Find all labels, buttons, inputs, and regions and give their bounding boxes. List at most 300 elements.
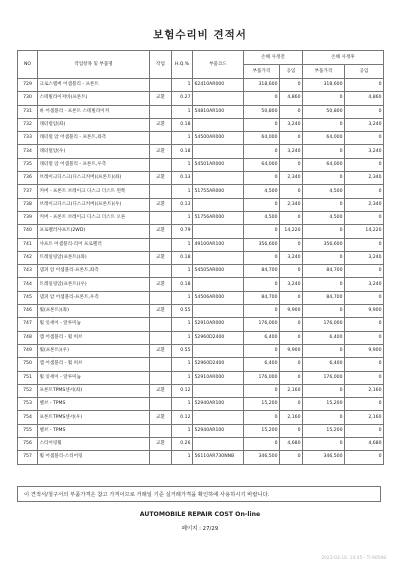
cell-hq: 1 — [172, 265, 193, 278]
cell-work — [150, 398, 172, 411]
cell-item: 래터럴 암 어셈블리 - 프론트,좌측 — [38, 132, 150, 145]
cell-no: 752 — [18, 384, 38, 397]
cell-price-after: 84,700 — [303, 265, 345, 278]
cell-price-before: 0 — [244, 344, 280, 357]
cell-price-after: 6,400 — [303, 331, 345, 344]
cell-labor-after: 0 — [345, 358, 384, 371]
cell-labor-before: 0 — [280, 331, 303, 344]
cell-labor-after: 0 — [345, 331, 384, 344]
cell-partcode: 52910AR000 — [193, 318, 244, 331]
cell-price-before: 4,500 — [244, 211, 280, 224]
cell-price-before: 64,000 — [244, 158, 280, 171]
cell-price-before: 0 — [244, 251, 280, 264]
cell-hq: 1 — [172, 185, 193, 198]
cell-no: 748 — [18, 331, 38, 344]
cell-partcode: 54506AR000 — [193, 291, 244, 304]
cell-partcode: 52940AR100 — [193, 424, 244, 437]
cell-hq: 0.18 — [172, 251, 193, 264]
cell-no: 755 — [18, 424, 38, 437]
cell-item: 캡 어셈블리 - 휠 허브 — [38, 358, 150, 371]
cell-price-before: 15,200 — [244, 424, 280, 437]
cell-hq: 0.13 — [172, 198, 193, 211]
cell-price-before: 0 — [244, 438, 280, 451]
cell-item: 휠(프론트)(좌) — [38, 305, 150, 318]
cell-hq: 1 — [172, 238, 193, 251]
cell-partcode: 51755AR000 — [193, 185, 244, 198]
table-row — [18, 238, 384, 251]
cell-labor-after: 0 — [345, 132, 384, 145]
cell-hq: 0.13 — [172, 172, 193, 185]
cell-partcode — [193, 344, 244, 357]
cell-price-after: 0 — [303, 251, 345, 264]
cell-labor-after: 0 — [345, 451, 384, 464]
cell-partcode: 54810AR100 — [193, 105, 244, 118]
cell-partcode: 49100AR100 — [193, 238, 244, 251]
cell-item: 댐퍼 암 어셈블리-프론트,우측 — [38, 291, 150, 304]
cell-labor-before: 0 — [280, 238, 303, 251]
cell-hq: 1 — [172, 331, 193, 344]
cell-price-after: 346,500 — [303, 451, 345, 464]
cell-labor-before: 4,680 — [280, 438, 303, 451]
cell-no: 747 — [18, 318, 38, 331]
header-price-after: 부품가격 — [303, 65, 345, 79]
cell-partcode — [193, 145, 244, 158]
cell-work — [150, 158, 172, 171]
cell-no: 745 — [18, 291, 38, 304]
cell-work: 교환 — [150, 278, 172, 291]
cell-price-after: 84,700 — [303, 291, 345, 304]
cell-price-after: 0 — [303, 92, 345, 105]
cell-no: 730 — [18, 92, 38, 105]
cell-price-after: 0 — [303, 172, 345, 185]
cell-work — [150, 79, 172, 92]
cell-hq: 1 — [172, 211, 193, 224]
cell-work — [150, 238, 172, 251]
cell-partcode — [193, 118, 244, 131]
cell-work: 교환 — [150, 251, 172, 264]
cell-price-after: 0 — [303, 384, 345, 397]
cell-partcode: 52960D2400 — [193, 331, 244, 344]
cell-partcode: 56110AR730NNB — [193, 451, 244, 464]
cell-partcode — [193, 172, 244, 185]
cell-labor-before: 3,240 — [280, 145, 303, 158]
cell-item: 캡 어셈블리 - 휠 허브 — [38, 331, 150, 344]
table-row — [18, 132, 384, 145]
cell-work: 교환 — [150, 305, 172, 318]
table-row — [18, 251, 384, 264]
cell-labor-after: 14,220 — [345, 225, 384, 238]
cell-item: 트레일링암(프론트)(우) — [38, 278, 150, 291]
cell-work — [150, 265, 172, 278]
cell-price-after: 0 — [303, 198, 345, 211]
cell-work — [150, 371, 172, 384]
cell-item: 래터럴암(우) — [38, 145, 150, 158]
estimate-rows — [18, 79, 384, 465]
table-row — [18, 424, 384, 437]
cell-item: 래터럴암(좌) — [38, 118, 150, 131]
header-price-before: 부품가격 — [244, 65, 280, 79]
cell-price-before: 15,200 — [244, 398, 280, 411]
cell-labor-after: 2,160 — [345, 384, 384, 397]
cell-price-after: 0 — [303, 278, 345, 291]
header-before-assessment: 손해 사정전 — [244, 51, 303, 65]
table-row — [18, 318, 384, 331]
table-row — [18, 79, 384, 92]
cell-hq: 1 — [172, 105, 193, 118]
header-labor-after: 공임 — [345, 65, 384, 79]
cell-hq: 0.18 — [172, 145, 193, 158]
cell-work — [150, 105, 172, 118]
cell-item: 프론트TPMS센서(좌) — [38, 384, 150, 397]
cell-price-after: 0 — [303, 225, 345, 238]
cell-work: 교환 — [150, 198, 172, 211]
cell-partcode — [193, 278, 244, 291]
table-row — [18, 451, 384, 464]
cell-work — [150, 185, 172, 198]
header-labor-before: 공임 — [280, 65, 303, 79]
cell-work — [150, 318, 172, 331]
cell-no: 746 — [18, 305, 38, 318]
cell-no: 733 — [18, 132, 38, 145]
header-partcode: 부품코드 — [193, 51, 244, 79]
cell-partcode: 54505AR000 — [193, 265, 244, 278]
cell-hq: 0.18 — [172, 118, 193, 131]
cell-no: 744 — [18, 278, 38, 291]
cell-price-before: 84,700 — [244, 265, 280, 278]
cell-hq: 0.26 — [172, 438, 193, 451]
cell-price-before: 84,700 — [244, 291, 280, 304]
cell-labor-after: 0 — [345, 291, 384, 304]
cell-work: 교환 — [150, 92, 172, 105]
cell-labor-before: 0 — [280, 185, 303, 198]
table-row — [18, 118, 384, 131]
cell-price-before: 0 — [244, 198, 280, 211]
cell-work: 교환 — [150, 118, 172, 131]
table-row — [18, 198, 384, 211]
cell-no: 740 — [18, 225, 38, 238]
cell-price-before: 0 — [244, 118, 280, 131]
cell-work — [150, 331, 172, 344]
cell-labor-after: 9,900 — [345, 305, 384, 318]
cell-work: 교환 — [150, 172, 172, 185]
cell-hq: 1 — [172, 158, 193, 171]
table-row — [18, 92, 384, 105]
cell-item: 댐퍼 암 어셈블리-프론트,좌측 — [38, 265, 150, 278]
cell-partcode — [193, 384, 244, 397]
table-row — [18, 411, 384, 424]
cell-labor-before: 2,160 — [280, 384, 303, 397]
cell-labor-before: 0 — [280, 132, 303, 145]
cell-work — [150, 424, 172, 437]
cell-labor-before: 9,900 — [280, 305, 303, 318]
cell-partcode — [193, 251, 244, 264]
cell-partcode: 54500AR000 — [193, 132, 244, 145]
cell-price-before: 50,800 — [244, 105, 280, 118]
cell-price-before: 318,600 — [244, 79, 280, 92]
cell-work — [150, 358, 172, 371]
cell-price-after: 15,200 — [303, 424, 345, 437]
table-row — [18, 305, 384, 318]
cell-labor-after: 3,240 — [345, 118, 384, 131]
cell-no: 756 — [18, 438, 38, 451]
cell-item: 프로펠러샤프트(2WD) — [38, 225, 150, 238]
table-row — [18, 225, 384, 238]
cell-no: 731 — [18, 105, 38, 118]
cell-item: 트레일링암(프론트)(좌) — [38, 251, 150, 264]
cell-labor-before: 2,340 — [280, 172, 303, 185]
cell-item: 밸브 - TPMS — [38, 398, 150, 411]
cell-price-before: 6,400 — [244, 331, 280, 344]
cell-item: 휠 잇세이 - 알루미늄 — [38, 318, 150, 331]
price-notice: 이 견적서/청구서의 부품가격은 참고 가격이므로 거래일 기준 실거래가격을 확인하에 사용하시기 바랍니다. — [17, 486, 381, 502]
cell-labor-after: 0 — [345, 158, 384, 171]
cell-no: 737 — [18, 185, 38, 198]
cell-hq: 1 — [172, 451, 193, 464]
cell-work: 교환 — [150, 145, 172, 158]
cell-price-before: 0 — [244, 411, 280, 424]
cell-labor-before: 0 — [280, 451, 303, 464]
cell-no: 757 — [18, 451, 38, 464]
cell-no: 743 — [18, 265, 38, 278]
cell-partcode — [193, 305, 244, 318]
table-row — [18, 438, 384, 451]
cell-item: 프론트TPMS센서(우) — [38, 411, 150, 424]
cell-no: 736 — [18, 172, 38, 185]
cell-price-after: 0 — [303, 344, 345, 357]
cell-no: 749 — [18, 344, 38, 357]
cell-price-after: 15,200 — [303, 398, 345, 411]
cell-item: 브레이크디스크(디스크커버)(프론트)(우) — [38, 198, 150, 211]
cell-labor-before: 0 — [280, 371, 303, 384]
cell-labor-after: 4,860 — [345, 92, 384, 105]
estimate-table — [17, 50, 384, 465]
cell-partcode: 62410AR000 — [193, 79, 244, 92]
cell-item: 바 어셈블리 - 프론트 스테빌라이저 — [38, 105, 150, 118]
cell-item: 스티어링휠 — [38, 438, 150, 451]
cell-labor-after: 0 — [345, 371, 384, 384]
cell-hq: 0.18 — [172, 278, 193, 291]
cell-work — [150, 132, 172, 145]
cell-hq: 1 — [172, 318, 193, 331]
header-work: 작업 — [150, 51, 172, 79]
cell-partcode: 52940AR100 — [193, 398, 244, 411]
header-after-assessment: 손해 사정후 — [303, 51, 384, 65]
cell-labor-after: 2,340 — [345, 172, 384, 185]
table-row — [18, 265, 384, 278]
cell-price-before: 346,500 — [244, 451, 280, 464]
cell-item: 휠 잇세이 - 알루미늄 — [38, 371, 150, 384]
cell-labor-after: 3,240 — [345, 278, 384, 291]
header-hq: H.Q.% — [172, 51, 193, 79]
cell-no: 734 — [18, 145, 38, 158]
document-title: 보험수리비 견적서 — [153, 29, 247, 41]
cell-labor-after: 0 — [345, 185, 384, 198]
cell-item: 스테빌라이저바(프론트) — [38, 92, 150, 105]
cell-labor-after: 0 — [345, 265, 384, 278]
cell-partcode: 51756AR000 — [193, 211, 244, 224]
cell-work — [150, 211, 172, 224]
cell-price-before: 0 — [244, 172, 280, 185]
cell-price-after: 4,500 — [303, 185, 345, 198]
cell-labor-after: 3,240 — [345, 251, 384, 264]
cell-price-after: 0 — [303, 145, 345, 158]
table-row — [18, 358, 384, 371]
cell-price-after: 64,000 — [303, 132, 345, 145]
cell-no: 751 — [18, 371, 38, 384]
cell-no: 735 — [18, 158, 38, 171]
cell-labor-before: 0 — [280, 424, 303, 437]
cell-price-before: 356,600 — [244, 238, 280, 251]
cell-labor-after: 0 — [345, 211, 384, 224]
cell-price-after: 6,400 — [303, 358, 345, 371]
table-row — [18, 344, 384, 357]
cell-labor-after: 2,160 — [345, 411, 384, 424]
cell-hq: 1 — [172, 371, 193, 384]
cell-labor-before: 2,160 — [280, 411, 303, 424]
cell-price-after: 356,600 — [303, 238, 345, 251]
table-row — [18, 105, 384, 118]
table-row — [18, 398, 384, 411]
cell-labor-before: 0 — [280, 265, 303, 278]
cell-hq: 1 — [172, 358, 193, 371]
cell-labor-before: 14,220 — [280, 225, 303, 238]
cell-hq: 1 — [172, 291, 193, 304]
header-item: 작업항목 및 부품명 — [38, 51, 150, 79]
cell-labor-after: 0 — [345, 398, 384, 411]
cell-work: 교환 — [150, 411, 172, 424]
cell-hq: 1 — [172, 132, 193, 145]
cell-labor-after: 0 — [345, 238, 384, 251]
cell-labor-after: 0 — [345, 105, 384, 118]
cell-no: 742 — [18, 251, 38, 264]
cell-work: 교환 — [150, 384, 172, 397]
cell-hq: 0.55 — [172, 344, 193, 357]
cell-price-after: 0 — [303, 305, 345, 318]
cell-labor-after: 0 — [345, 424, 384, 437]
table-row — [18, 371, 384, 384]
cell-partcode: 52910AR000 — [193, 371, 244, 384]
cell-price-before: 6,400 — [244, 358, 280, 371]
cell-item: 브레이크디스크(디스크커버)(프론트)(좌) — [38, 172, 150, 185]
cell-no: 754 — [18, 411, 38, 424]
cell-labor-before: 0 — [280, 211, 303, 224]
cell-partcode — [193, 92, 244, 105]
cell-labor-after: 4,680 — [345, 438, 384, 451]
table-row — [18, 172, 384, 185]
cell-item: 래터럴 암 어셈블리 - 프론트,우측 — [38, 158, 150, 171]
cell-price-after: 0 — [303, 118, 345, 131]
cell-price-before: 176,000 — [244, 318, 280, 331]
cell-price-before: 176,000 — [244, 371, 280, 384]
cell-labor-before: 0 — [280, 358, 303, 371]
cell-price-after: 0 — [303, 438, 345, 451]
cell-item: 커버 - 프론트 브레이크 디스크 더스트 왼쪽 — [38, 185, 150, 198]
page-number: 페이지 : 27/29 — [181, 526, 219, 532]
table-row — [18, 145, 384, 158]
cell-no: 729 — [18, 79, 38, 92]
cell-price-before: 0 — [244, 278, 280, 291]
table-row — [18, 278, 384, 291]
cell-labor-before: 3,240 — [280, 251, 303, 264]
table-row — [18, 211, 384, 224]
cell-price-after: 50,800 — [303, 105, 345, 118]
cell-labor-before: 3,240 — [280, 118, 303, 131]
cell-price-before: 64,000 — [244, 132, 280, 145]
cell-no: 732 — [18, 118, 38, 131]
table-row — [18, 158, 384, 171]
cell-hq: 0.12 — [172, 384, 193, 397]
cell-item: 휠 어셈블리-스티어링 — [38, 451, 150, 464]
table-row — [18, 384, 384, 397]
cell-price-before: 0 — [244, 305, 280, 318]
cell-price-before: 0 — [244, 225, 280, 238]
cell-no: 753 — [18, 398, 38, 411]
cell-labor-after: 3,240 — [345, 145, 384, 158]
cell-no: 738 — [18, 198, 38, 211]
cell-labor-before: 4,860 — [280, 92, 303, 105]
footer-title: AUTOMOBILE REPAIR COST On-line — [139, 511, 261, 518]
cell-price-after: 64,000 — [303, 158, 345, 171]
cell-price-after: 176,000 — [303, 318, 345, 331]
table-row — [18, 291, 384, 304]
cell-item: 휠(프론트)(우) — [38, 344, 150, 357]
print-timestamp: 2023-03-10. 14:35 - TI 90598 — [321, 556, 386, 561]
cell-item: 크로스멤버 어셈블리 - 프론트 — [38, 79, 150, 92]
cell-partcode — [193, 438, 244, 451]
cell-labor-after: 9,900 — [345, 344, 384, 357]
cell-hq: 1 — [172, 79, 193, 92]
cell-hq: 0.79 — [172, 225, 193, 238]
cell-hq: 1 — [172, 398, 193, 411]
cell-labor-before: 0 — [280, 318, 303, 331]
cell-hq: 1 — [172, 424, 193, 437]
cell-no: 750 — [18, 358, 38, 371]
cell-partcode — [193, 198, 244, 211]
cell-item: 밸브 - TPMS — [38, 424, 150, 437]
cell-price-after: 4,500 — [303, 211, 345, 224]
cell-work: 교환 — [150, 438, 172, 451]
cell-labor-before: 9,900 — [280, 344, 303, 357]
cell-price-before: 0 — [244, 145, 280, 158]
cell-labor-after: 0 — [345, 318, 384, 331]
cell-labor-before: 0 — [280, 158, 303, 171]
cell-labor-before: 3,240 — [280, 278, 303, 291]
cell-no: 741 — [18, 238, 38, 251]
cell-work: 교환 — [150, 225, 172, 238]
header-no: NO — [18, 51, 38, 79]
table-row — [18, 331, 384, 344]
cell-partcode: 52960D2400 — [193, 358, 244, 371]
cell-labor-before: 0 — [280, 291, 303, 304]
cell-labor-before: 2,340 — [280, 198, 303, 211]
cell-labor-after: 2,340 — [345, 198, 384, 211]
cell-item: 커버 - 프론트 브레이크 디스크 더스트 오른 — [38, 211, 150, 224]
cell-partcode — [193, 225, 244, 238]
cell-labor-before: 0 — [280, 398, 303, 411]
cell-price-before: 0 — [244, 384, 280, 397]
cell-hq: 0.27 — [172, 92, 193, 105]
cell-no: 739 — [18, 211, 38, 224]
cell-labor-before: 0 — [280, 105, 303, 118]
cell-work — [150, 291, 172, 304]
cell-price-after: 318,600 — [303, 79, 345, 92]
cell-labor-before: 0 — [280, 79, 303, 92]
cell-price-after: 176,000 — [303, 371, 345, 384]
cell-work: 교환 — [150, 344, 172, 357]
cell-item: 샤프트 어셈블리-리어 프로펠러 — [38, 238, 150, 251]
cell-hq: 0.55 — [172, 305, 193, 318]
cell-price-before: 4,500 — [244, 185, 280, 198]
